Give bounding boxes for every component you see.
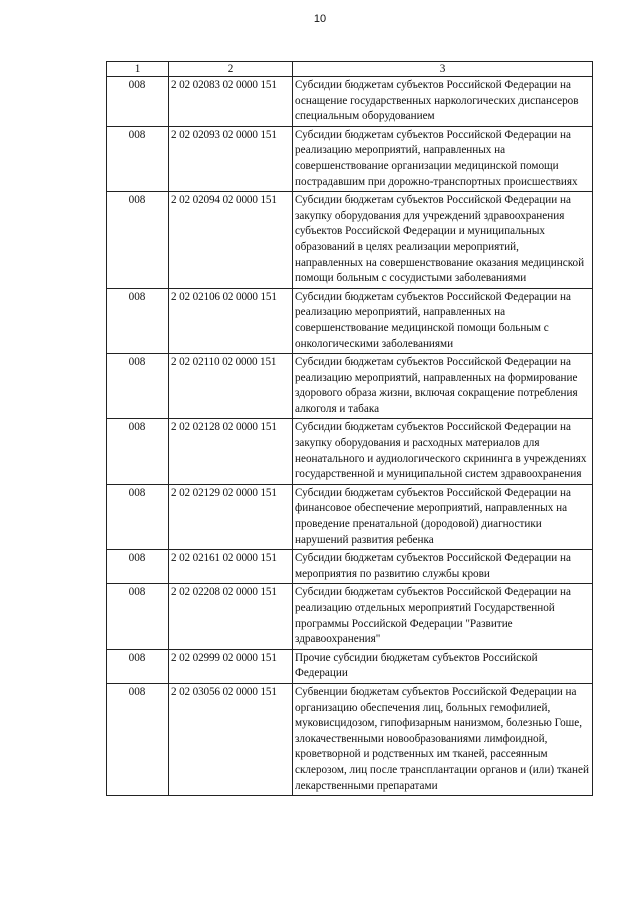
budget-code-cell: 2 02 02999 02 0000 151 xyxy=(169,649,293,683)
table-row xyxy=(107,419,593,484)
table-row xyxy=(107,584,593,649)
admin-code-cell: 008 xyxy=(107,126,169,191)
column-header-1: 1 xyxy=(107,62,169,77)
table-row xyxy=(107,550,593,584)
budget-code-cell: 2 02 02093 02 0000 151 xyxy=(169,126,293,191)
description-cell: Субсидии бюджетам субъектов Российской Федерации на закупку оборудования для учреждений здравоохранения субъектов Российской Федерации и муниципальных образований в целях реализации мероприятий, направленных на совершенствование оказания медицинской помощи больным с сосудистыми заболеваниями xyxy=(293,192,593,289)
admin-code-cell: 008 xyxy=(107,484,169,549)
admin-code-cell: 008 xyxy=(107,77,169,127)
description-cell: Субсидии бюджетам субъектов Российской Федерации на реализацию отдельных мероприятий Государственной программы Российской Федерации "Развитие здравоохранения" xyxy=(293,584,593,649)
table-row xyxy=(107,288,593,353)
budget-code-cell: 2 02 02208 02 0000 151 xyxy=(169,584,293,649)
budget-code-cell: 2 02 02161 02 0000 151 xyxy=(169,550,293,584)
table-row xyxy=(107,192,593,289)
budget-code-cell: 2 02 02110 02 0000 151 xyxy=(169,354,293,419)
description-cell: Субсидии бюджетам субъектов Российской Федерации на финансовое обеспечение мероприятий, направленных на проведение пренатальной (дородовой) диагностики нарушений развития ребенка xyxy=(293,484,593,549)
table-row xyxy=(107,126,593,191)
admin-code-cell: 008 xyxy=(107,192,169,289)
budget-code-cell: 2 02 02083 02 0000 151 xyxy=(169,77,293,127)
budget-code-cell: 2 02 02128 02 0000 151 xyxy=(169,419,293,484)
description-cell: Субсидии бюджетам субъектов Российской Федерации на закупку оборудования и расходных материалов для неонатального и аудиологического скрининга в учреждениях государственной и муниципальной систем здравоохранения xyxy=(293,419,593,484)
description-cell: Субсидии бюджетам субъектов Российской Федерации на мероприятия по развитию службы крови xyxy=(293,550,593,584)
table-row xyxy=(107,77,593,127)
budget-code-cell: 2 02 03056 02 0000 151 xyxy=(169,683,293,795)
admin-code-cell: 008 xyxy=(107,649,169,683)
table-row xyxy=(107,484,593,549)
description-cell: Субсидии бюджетам субъектов Российской Федерации на оснащение государственных наркологических диспансеров специальным оборудованием xyxy=(293,77,593,127)
admin-code-cell: 008 xyxy=(107,584,169,649)
page-number: 10 xyxy=(313,13,327,25)
description-cell: Субсидии бюджетам субъектов Российской Федерации на реализацию мероприятий, направленных на совершенствование медицинской помощи больным с онкологическими заболеваниями xyxy=(293,288,593,353)
table-header-row xyxy=(107,62,593,77)
admin-code-cell: 008 xyxy=(107,354,169,419)
column-header-2: 2 xyxy=(169,62,293,77)
budget-code-cell: 2 02 02129 02 0000 151 xyxy=(169,484,293,549)
description-cell: Субсидии бюджетам субъектов Российской Федерации на реализацию мероприятий, направленных на формирование здорового образа жизни, включая сокращение потребления алкоголя и табака xyxy=(293,354,593,419)
description-cell: Субвенции бюджетам субъектов Российской Федерации на организацию обеспечения лиц, больных гемофилией, муковисцидозом, гипофизарным нанизмом, болезнью Гоше, злокачественными новообразованиями лимфоидной, кроветворной и родственных им тканей, рассеянным склерозом, лиц после трансплантации органов и (или) тканей лекарственными препаратами xyxy=(293,683,593,795)
table-row xyxy=(107,354,593,419)
description-cell: Субсидии бюджетам субъектов Российской Федерации на реализацию мероприятий, направленных на совершенствование организации медицинской помощи пострадавшим при дорожно-транспортных происшествиях xyxy=(293,126,593,191)
budget-code-cell: 2 02 02106 02 0000 151 xyxy=(169,288,293,353)
admin-code-cell: 008 xyxy=(107,288,169,353)
column-header-3: 3 xyxy=(293,62,593,77)
budget-codes-table xyxy=(106,61,593,796)
admin-code-cell: 008 xyxy=(107,419,169,484)
admin-code-cell: 008 xyxy=(107,550,169,584)
description-cell: Прочие субсидии бюджетам субъектов Российской Федерации xyxy=(293,649,593,683)
table-row xyxy=(107,683,593,795)
admin-code-cell: 008 xyxy=(107,683,169,795)
table-row xyxy=(107,649,593,683)
budget-code-cell: 2 02 02094 02 0000 151 xyxy=(169,192,293,289)
